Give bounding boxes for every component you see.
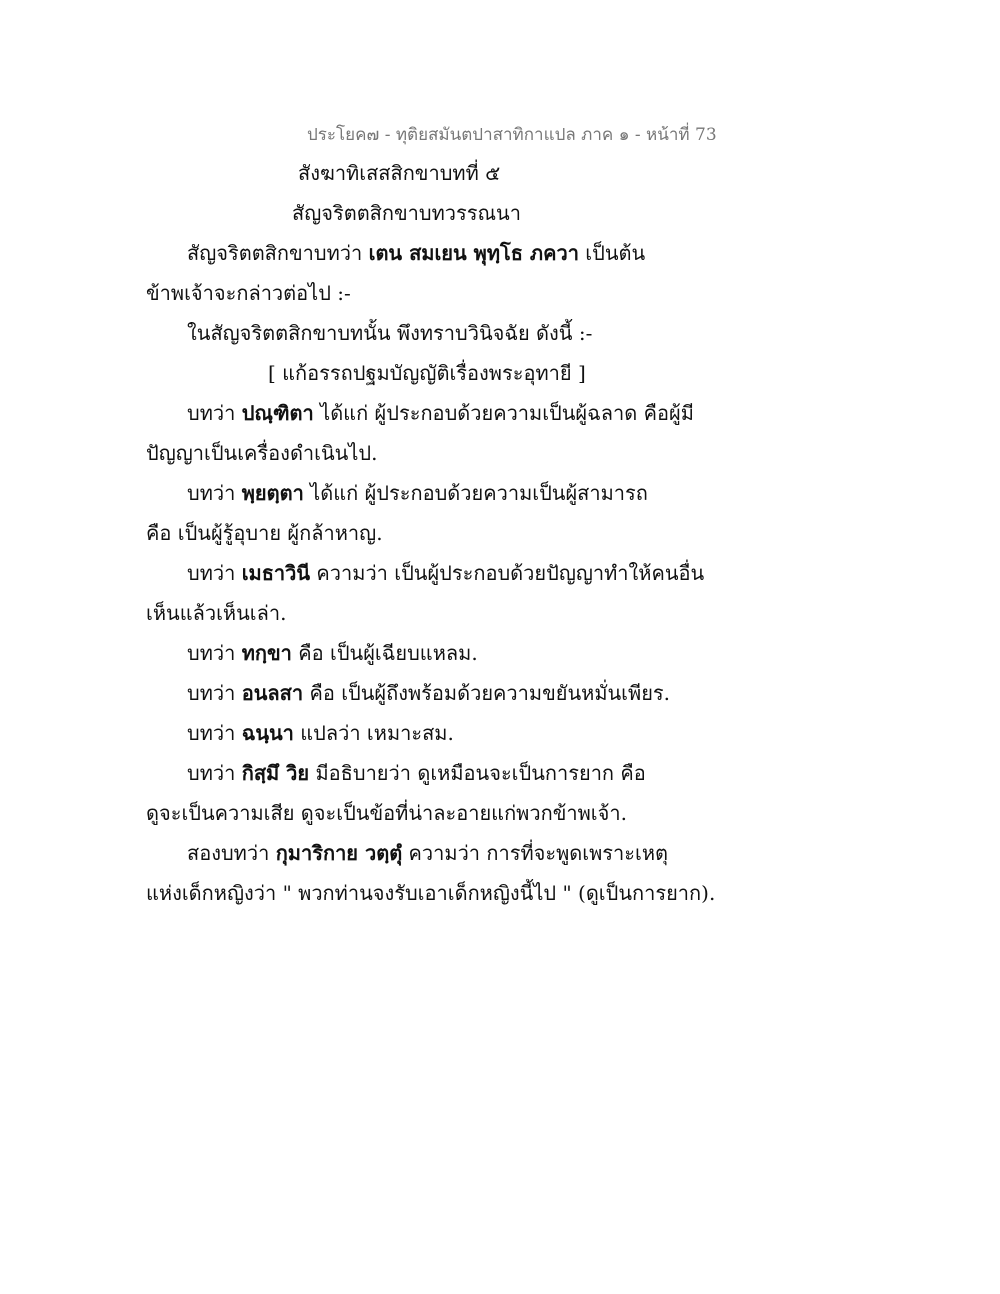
line-text: บทว่า [187,641,242,665]
paragraph-line: แห่งเด็กหญิงว่า " พวกท่านจงรับเอาเด็กหญิงนี้ไป " (ดูเป็นการยาก). [146,881,716,905]
paragraph-line: ในสัญจริตตสิกขาบทนั้น พึงทราบวินิจฉัย ดังนี้ :- [187,321,593,345]
paragraph-line [187,638,478,668]
line-text: ได้แก่ ผู้ประกอบด้วยความเป็นผู้สามารถ [303,481,648,505]
pali-term: ปณฺฑิตา [241,401,314,425]
paragraph-line: ข้าพเจ้าจะกล่าวต่อไป :- [146,281,351,305]
paragraph-line: ดูจะเป็นความเสีย ดูจะเป็นข้อที่น่าละอายแก่พวกข้าพเจ้า. [146,801,627,825]
pali-term: ฉนฺนา [241,721,294,745]
paragraph-line [187,558,704,588]
line-text: บทว่า [187,721,242,745]
paragraph-line [187,718,454,748]
paragraph-line [187,398,694,428]
pali-term: พฺยตฺตา [241,481,304,505]
line-text: ได้แก่ ผู้ประกอบด้วยความเป็นผู้ฉลาด คือผู้มี [313,401,694,425]
line-text: เป็นต้น [578,241,646,265]
paragraph-line [187,478,648,508]
paragraph-line: ปัญญาเป็นเครื่องดำเนินไป. [146,441,378,465]
paragraph-line [187,678,670,708]
paragraph-line [187,838,668,868]
pali-term: กุมาริกาย วตฺตุํ [275,841,403,865]
paragraph-line: เห็นแล้วเห็นเล่า. [146,601,287,625]
paragraph-line [187,238,645,268]
section-subtitle: สัญจริตตสิกขาบทวรรณนา [292,201,521,225]
line-text: แปลว่า เหมาะสม. [293,721,454,745]
pali-term: กิสฺมึ วิย [241,761,310,785]
line-text: มีอธิบายว่า ดูเหมือนจะเป็นการยาก คือ [309,761,646,785]
line-text: บทว่า [187,561,242,585]
line-text: สองบทว่า [187,841,276,865]
section-title: สังฆาทิเสสสิกขาบทที่ ๕ [298,161,501,185]
line-text: บทว่า [187,681,242,705]
line-text: คือ เป็นผู้เฉียบแหลม. [291,641,478,665]
paragraph-line [187,758,646,788]
line-text: สัญจริตตสิกขาบทว่า [187,241,369,265]
page-header: ประโยค๗ - ทุติยสมันตปาสาทิกาแปล ภาค ๑ - หน้าที่ 73 [307,125,717,145]
bracket-heading: [ แก้อรรถปฐมบัญญัติเรื่องพระอุทายี ] [268,361,586,385]
line-text: บทว่า [187,761,242,785]
line-text: คือ เป็นผู้ถึงพร้อมด้วยความขยันหมั่นเพียร. [303,681,671,705]
line-text: ความว่า เป็นผู้ประกอบด้วยปัญญาทำให้คนอื่น [310,561,705,585]
pali-term: เตน สมเยน พุทฺโธ ภควา [368,241,579,265]
pali-term: เมธาวินี [241,561,311,585]
line-text: ความว่า การที่จะพูดเพราะเหตุ [402,841,669,865]
line-text: บทว่า [187,401,242,425]
pali-term: ทกฺขา [241,641,292,665]
pali-term: อนลสา [241,681,304,705]
paragraph-line: คือ เป็นผู้รู้อุบาย ผู้กล้าหาญ. [146,521,383,545]
line-text: บทว่า [187,481,242,505]
